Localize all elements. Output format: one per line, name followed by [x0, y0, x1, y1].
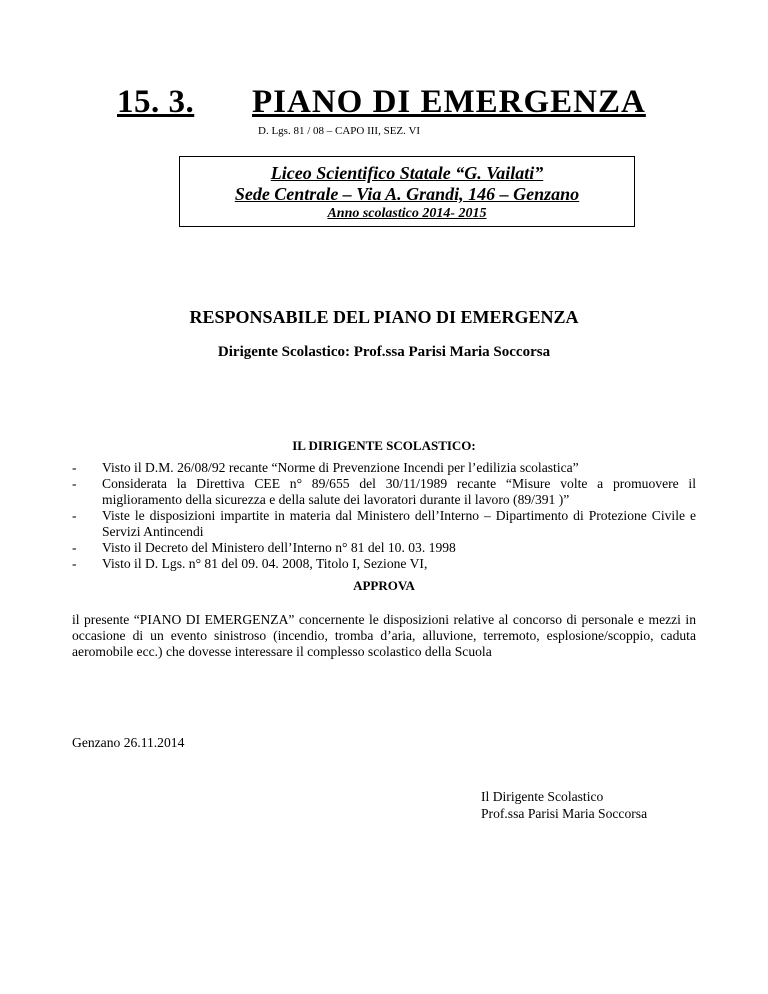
document-title: PIANO DI EMERGENZA	[252, 84, 646, 120]
list-item: - Visto il D. Lgs. n° 81 del 09. 04. 2008, Titolo I, Sezione VI,	[72, 556, 696, 572]
il-dirigente-heading: IL DIRIGENTE SCOLASTICO:	[292, 438, 476, 453]
approval-paragraph: il presente “PIANO DI EMERGENZA” concernente le disposizioni relative al concorso di personale e mezzi in occasione di un evento sinistroso (incendio, tromba d’aria, alluvione, terremoto, esplosione/scoppio, caduta aeromobile ecc.) che dovesse interessare il complesso scolastico della Scuola	[72, 612, 696, 659]
school-address: Sede Centrale – Via A. Grandi, 146 – Genzano	[234, 184, 580, 204]
list-item: - Viste le disposizioni impartite in materia dal Ministero dell’Interno – Dipartimento di Protezione Civile e Servizi Antincendi	[72, 508, 696, 540]
signature-role: Il Dirigente Scolastico	[481, 789, 604, 804]
school-year: Anno scolastico 2014- 2015	[327, 206, 487, 221]
list-item: - Considerata la Direttiva CEE n° 89/655 del 30/11/1989 recante “Misure volte a promuovere il miglioramento della sicurezza e della salute dei lavoratori durante il lavoro (89/391 )”	[72, 476, 696, 508]
decree-reference: D. Lgs. 81 / 08 – CAPO III, SEZ. VI	[258, 125, 421, 137]
list-item: - Visto il Decreto del Ministero dell’Interno n° 81 del 10. 03. 1998	[72, 540, 696, 556]
school-info-box	[179, 156, 635, 227]
considerations-list	[72, 460, 696, 572]
section-number: 15. 3.	[117, 84, 195, 120]
school-name: Liceo Scientifico Statale “G. Vailati”	[270, 163, 544, 183]
place-date: Genzano 26.11.2014	[72, 735, 185, 750]
approva-heading: APPROVA	[353, 578, 415, 593]
responsabile-heading: RESPONSABILE DEL PIANO DI EMERGENZA	[189, 307, 579, 327]
dirigente-name: Dirigente Scolastico: Prof.ssa Parisi Maria Soccorsa	[217, 344, 551, 360]
signature-name: Prof.ssa Parisi Maria Soccorsa	[481, 806, 648, 821]
list-item: - Visto il D.M. 26/08/92 recante “Norme di Prevenzione Incendi per l’edilizia scolastica”	[72, 460, 696, 476]
